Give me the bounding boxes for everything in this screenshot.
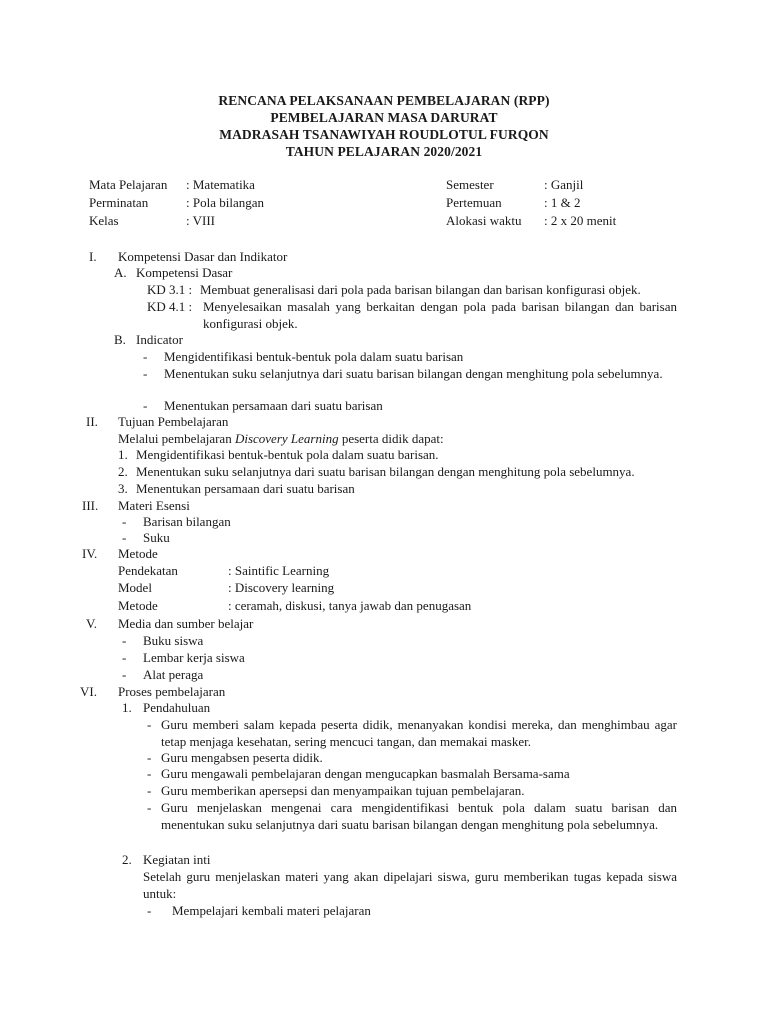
process-title: Pendahuluan [143,700,211,715]
core-activity-item: Mempelajari kembali materi pelajaran [172,903,371,918]
indicator-item: Menentukan suku selanjutnya dari suatu barisan bilangan dengan menghitung pola sebelumnya. [164,366,663,381]
indicator-item: Menentukan persamaan dari suatu barisan [164,398,383,413]
intro-activity-item: Guru memberi salam kepada peserta didik, menanyakan kondisi mereka, dan menghimbau agar tetap menjaga kesehatan, sering mencuci tangan, dan memakai masker. [161,717,677,749]
process-title: Kegiatan inti [143,852,211,867]
intro-activity-item: Guru menjelaskan mengenai cara mengidentifikasi bentuk pola dalam suatu barisan dan menentukan suku selanjutnya dari suatu barisan bilangan dengan menghitung pola sebelumnya. [161,800,677,832]
dash-bullet: - [147,903,152,918]
process-number: 2. [122,852,132,867]
dash-bullet: - [122,667,127,682]
info-label-meeting: Pertemuan [446,195,502,210]
info-label-specialization: Perminatan [89,195,149,210]
document-subtitle: PEMBELAJARAN MASA DARURAT [270,110,498,125]
goal-item: Mengidentifikasi bentuk-bentuk pola dalam suatu barisan. [136,447,439,462]
dash-bullet: - [143,349,148,364]
kd1-text: Membuat generalisasi dari pola pada barisan bilangan dan barisan konfigurasi objek. [200,282,641,297]
document-title: RENCANA PELAKSANAAN PEMBELAJARAN (RPP) [218,93,550,108]
section-2-title: Tujuan Pembelajaran [118,414,229,429]
intro-activity-item: Guru mengawali pembelajaran dengan mengucapkan basmalah Bersama-sama [161,766,570,781]
material-item: Suku [143,530,170,545]
info-value-meeting: : 1 & 2 [544,195,581,210]
indicator-item: Mengidentifikasi bentuk-bentuk pola dalam suatu barisan [164,349,464,364]
goal-number: 2. [118,464,128,479]
method-value: : ceramah, diskusi, tanya jawab dan penugasan [228,598,472,613]
goal-item: Menentukan persamaan dari suatu barisan [136,481,355,496]
kd1-code: KD 3.1 : [147,282,193,297]
info-value-time: : 2 x 20 menit [544,213,617,228]
dash-bullet: - [122,530,127,545]
info-label-semester: Semester [446,177,494,192]
media-item: Buku siswa [143,633,204,648]
section-1b-title: Indicator [136,332,183,347]
media-item: Alat peraga [143,667,204,682]
section-4-number: IV. [82,546,98,561]
media-item: Lembar kerja siswa [143,650,245,665]
info-label-time: Alokasi waktu [446,213,522,228]
process-number: 1. [122,700,132,715]
method-value: : Discovery learning [228,580,335,595]
dash-bullet: - [147,717,152,732]
dash-bullet: - [122,514,127,529]
info-label-class: Kelas [89,213,119,228]
section-5-number: V. [86,616,97,631]
method-label: Metode [118,598,158,613]
section-3-number: III. [82,498,99,513]
section-1a-letter: A. [114,265,127,280]
goal-number: 1. [118,447,128,462]
dash-bullet: - [147,800,152,815]
section-1-number: I. [89,249,97,264]
info-value-class: : VIII [186,213,216,228]
section-6-number: VI. [80,684,97,699]
dash-bullet: - [122,650,127,665]
section-1-title: Kompetensi Dasar dan Indikator [118,249,288,264]
info-value-specialization: : Pola bilangan [186,195,264,210]
info-value-subject: : Matematika [186,177,255,192]
learning-goal-intro: Melalui pembelajaran Discovery Learning peserta didik dapat: [118,431,444,446]
academic-year: TAHUN PELAJARAN 2020/2021 [285,144,483,159]
dash-bullet: - [147,750,152,765]
dash-bullet: - [143,398,148,413]
section-3-title: Materi Esensi [118,498,190,513]
info-label-subject: Mata Pelajaran [89,177,168,192]
intro-activity-item: Guru mengabsen peserta didik. [161,750,323,765]
kd2-code: KD 4.1 : [147,299,193,314]
dash-bullet: - [147,766,152,781]
dash-bullet: - [143,366,148,381]
section-5-title: Media dan sumber belajar [118,616,254,631]
section-1b-letter: B. [114,332,126,347]
material-item: Barisan bilangan [143,514,231,529]
kd2-text: Menyelesaikan masalah yang berkaitan dengan pola pada barisan bilangan dan barisan konfigurasi objek. [203,299,677,331]
dash-bullet: - [147,783,152,798]
method-label: Model [118,580,152,595]
section-4-title: Metode [118,546,158,561]
method-value: : Saintific Learning [228,563,330,578]
dash-bullet: - [122,633,127,648]
section-2-number: II. [86,414,98,429]
section-6-title: Proses pembelajaran [118,684,226,699]
school-name: MADRASAH TSANAWIYAH ROUDLOTUL FURQON [219,127,549,142]
core-activity-text: Setelah guru menjelaskan materi yang akan dipelajari siswa, guru memberikan tugas kepada siswa untuk: [143,869,677,901]
goal-item: Menentukan suku selanjutnya dari suatu barisan bilangan dengan menghitung pola sebelumnya. [136,464,635,479]
section-1a-title: Kompetensi Dasar [136,265,233,280]
method-label: Pendekatan [118,563,178,578]
goal-number: 3. [118,481,128,496]
info-value-semester: : Ganjil [544,177,584,192]
intro-activity-item: Guru memberikan apersepsi dan menyampaikan tujuan pembelajaran. [161,783,525,798]
